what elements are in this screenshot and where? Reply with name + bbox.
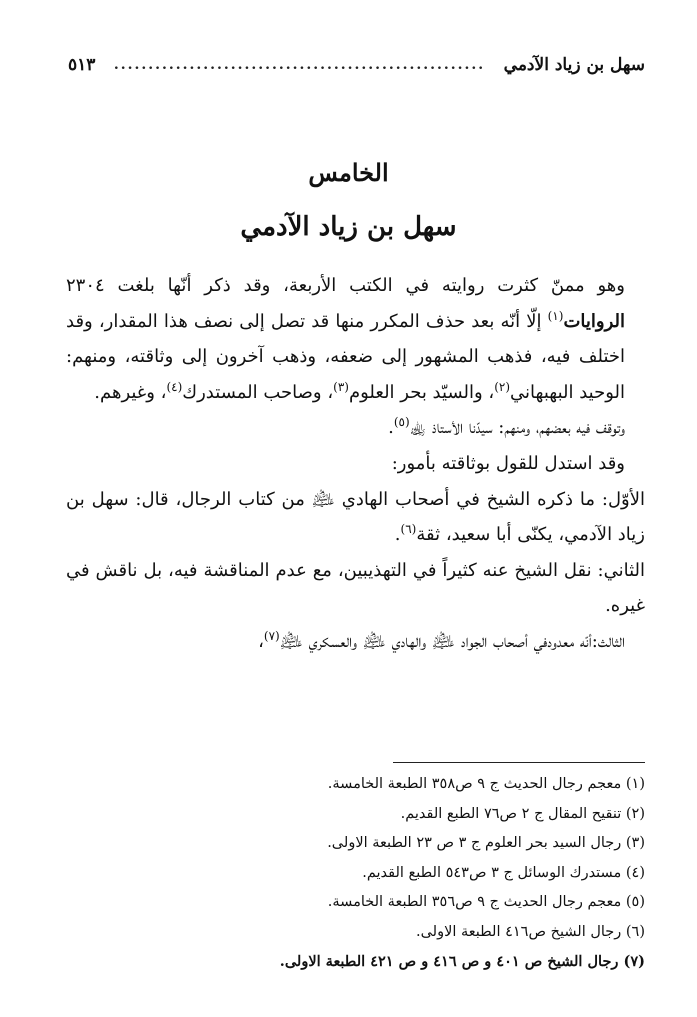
paragraph-4 — [66, 482, 645, 553]
paragraph-3: وقد استدل للقول بوثاقته بأمور: — [391, 452, 625, 474]
paragraph-1-text-e: ، وغيرهم. — [94, 381, 167, 403]
footnote-3: (٣) رجال السيد بحر العلوم ج ٣ ص ٢٣ الطبعة الاولى. — [327, 835, 645, 851]
footnote-5: (٥) معجم رجال الحديث ج ٩ ص٣٥٦ الطبعة الخامسة. — [327, 894, 645, 910]
footnote-ref-5[interactable]: (٥) — [393, 415, 410, 430]
paragraph-1-text-b: إلّا أنّه بعد حذف المكرر منها قد تصل إلى نصف هذا المقدار، وقد اختلف فيه، فذهب المشهور إلى ضعفه، وذهب آخرون إلى وثاقته، ومنهم: الوحيد البهبهاني — [66, 310, 625, 403]
footnote-4: (٤) مستدرك الوسائل ج ٣ ص٥٤٣ الطبع القديم. — [362, 864, 645, 881]
section-ordinal-heading: الخامس — [308, 158, 389, 187]
page-number: ٥١٣ — [68, 55, 96, 75]
footnote-divider — [393, 762, 645, 763]
paragraph-2 — [66, 410, 645, 446]
footnote-ref-6[interactable]: (٦) — [400, 522, 417, 537]
footnote-1: (١) معجم رجال الحديث ج ٩ ص٣٥٨ الطبعة الخامسة. — [327, 776, 645, 792]
footnote-2: (٢) تنقيح المقال ج ٢ ص٧٦ الطبع القديم. — [400, 805, 645, 822]
paragraph-4-text-b: . — [394, 524, 401, 546]
paragraph-4-text-a: الأوّل: ما ذكره الشيخ في أصحاب الهادي ﵇ من كتاب الرجال، قال: سهل بن زياد الآدمي، يكنّى أبا سعيد، ثقة — [66, 488, 645, 546]
paragraph-6-text-b: ، — [258, 630, 264, 652]
paragraph-1-text-bold: الروايات — [563, 310, 625, 332]
main-text — [66, 268, 645, 660]
footnote-ref-3[interactable]: (٣) — [333, 379, 349, 394]
paragraph-2-text-a: وتوقف فيه بعضهم، ومنهم: سيدّنا الأستاذ ﵀ — [409, 417, 625, 439]
running-header-title: سهل بن زياد الآدمي — [503, 55, 645, 75]
paragraph-1-text-d: ، وصاحب المستدرك — [182, 381, 334, 403]
paragraph-1 — [66, 268, 645, 410]
paragraph-1-text-a: وهو ممنّ كثرت روايته في الكتب الأربعة، وقد ذكر أنّها بلغت ٢٣٠٤ — [66, 275, 625, 296]
paragraph-6-text-a: الثالث:أنّه معدودفي أصحاب الجواد ﵇ والهادي ﵇ والعسكري ﵇ — [279, 630, 625, 652]
footnote-ref-4[interactable]: (٤) — [166, 379, 183, 394]
running-header — [68, 50, 645, 80]
footnote-ref-7[interactable]: (٧) — [263, 628, 280, 643]
paragraph-6 — [66, 624, 645, 660]
footnote-6: (٦) رجال الشيخ ص٤١٦ الطبعة الاولى. — [415, 923, 645, 940]
footnote-7: (٧) رجال الشيخ ص ٤٠١ و ص ٤١٦ و ص ٤٢١ الطبعة الاولى. — [279, 953, 645, 970]
running-header-leader-dots: ...................................................... — [113, 57, 486, 73]
paragraph-5: الثاني: نقل الشيخ عنه كثيراً في التهذيبين، مع عدم المناقشة فيه، بل ناقش في غيره. — [66, 559, 645, 617]
footnotes — [66, 770, 645, 977]
paragraph-2-text-b: . — [388, 417, 394, 439]
footnote-ref-2[interactable]: (٢) — [494, 379, 511, 394]
section-name-heading: سهل بن زياد الآدمي — [240, 212, 457, 242]
paragraph-1-text-c: ، والسيّد بحر العلوم — [348, 381, 495, 403]
footnote-ref-1[interactable]: (١) — [547, 308, 564, 323]
